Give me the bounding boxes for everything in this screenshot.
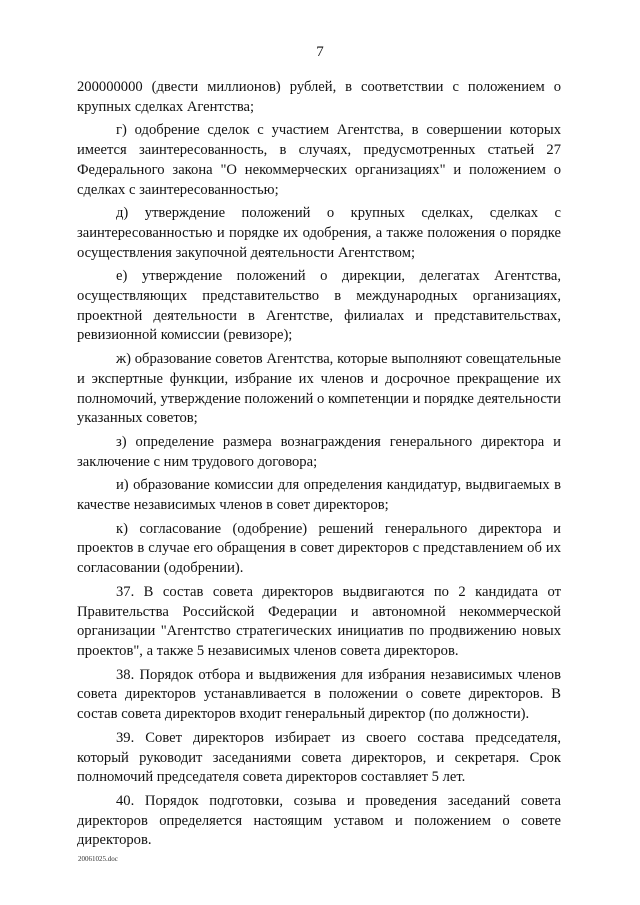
- paragraph-item-d: д) утверждение положений о крупных сделках, сделках с заинтересованностью и порядке их одобрения, а также положения о порядке осуществления закупочной деятельности Агентством;: [77, 205, 561, 261]
- paragraph-item-k: к) согласование (одобрение) решений генерального директора и проектов в случае его обращения в совет директоров с представлением об их согласовании (одобрении).: [77, 520, 561, 577]
- paragraph-continuation: 200000000 (двести миллионов) рублей, в соответствии с положением о крупных сделках Агентства;: [77, 79, 561, 115]
- paragraph-item-z: з) определение размера вознаграждения генерального директора и заключение с ним трудового договора;: [77, 433, 561, 470]
- paragraph-clause-37: 37. В состав совета директоров выдвигаются по 2 кандидата от Правительства Российской Федерации и автономной некоммерческой организации "Агентство стратегических инициатив по продвижению новых проектов", а также 5 независимых членов совета директоров.: [77, 583, 561, 659]
- paragraph-item-i: и) образование комиссии для определения кандидатур, выдвигаемых в качестве независимых членов в совет директоров;: [77, 477, 561, 514]
- document-body: [77, 78, 561, 855]
- page-number: 7: [316, 44, 324, 60]
- paragraph-clause-40: 40. Порядок подготовки, созыва и проведения заседаний совета директоров определяется настоящим уставом и положением о совете директоров.: [77, 792, 561, 849]
- paragraph-item-zh: ж) образование советов Агентства, которые выполняют совещательные и экспертные функции, избрание их членов и досрочное прекращение их полномочий, утверждение положений о компетенции и порядке деятельности указанных советов;: [77, 351, 561, 427]
- paragraph-item-g: г) одобрение сделок с участием Агентства, в совершении которых имеется заинтересованность, в случаях, предусмотренных статьей 27 Федерального закона "О некоммерческих организациях" и положением о сделках с заинтересованностью;: [77, 122, 561, 198]
- paragraph-clause-38: 38. Порядок отбора и выдвижения для избрания независимых членов совета директоров устанавливается в положении о совете директоров. В состав совета директоров входит генеральный директор (по должности).: [77, 666, 561, 723]
- paragraph-clause-39: 39. Совет директоров избирает из своего состава председателя, который руководит заседаниями совета директоров, и секретаря. Срок полномочий председателя совета директоров составляет 5 лет.: [77, 729, 561, 786]
- paragraph-item-e: е) утверждение положений о дирекции, делегатах Агентства, осуществляющих представительство в международных организациях, проектной деятельности в Агентстве, филиалах и представительствах, ревизионной комиссии (ревизоре);: [77, 268, 561, 344]
- footer-filename: 20061025.doc: [78, 855, 118, 863]
